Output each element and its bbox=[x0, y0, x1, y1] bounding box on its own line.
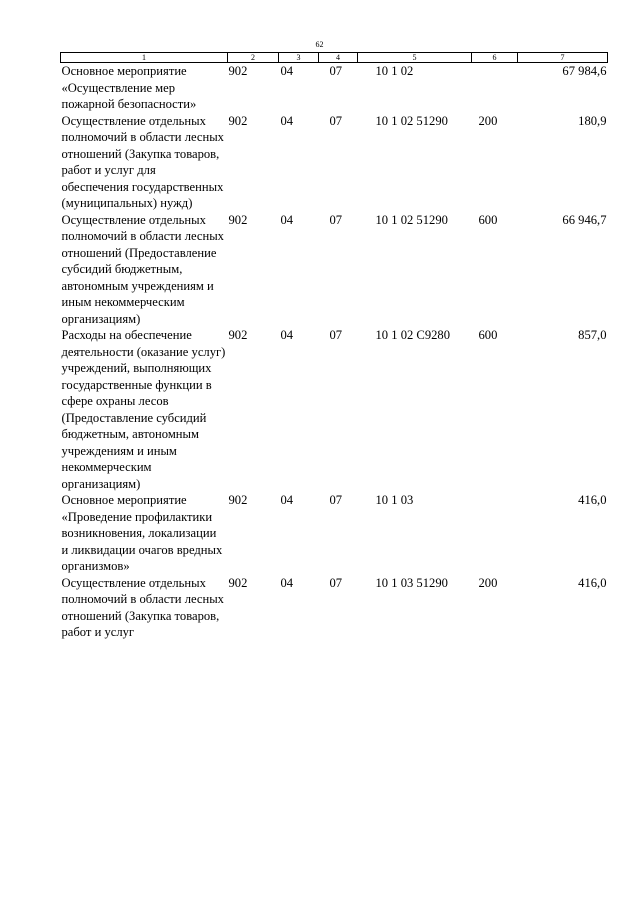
code-target-article: 10 1 03 51290 bbox=[375, 575, 448, 590]
table-row bbox=[61, 63, 608, 113]
code-ministry: 902 bbox=[228, 328, 248, 342]
amount: 180,9 bbox=[578, 113, 607, 128]
code-ministry: 902 bbox=[228, 113, 248, 128]
column-header: 6 bbox=[472, 53, 518, 63]
code-subsection: 07 bbox=[329, 113, 343, 128]
code-expense-type bbox=[472, 492, 518, 575]
item-name: Осуществление отдельных полномочий в области лесных отношений (Предоставление субсидий бюджетным, автономным учреждениям и иным некоммерческим организациям) bbox=[61, 212, 224, 326]
code-ministry: 902 bbox=[228, 212, 248, 227]
amount: 66 946,7 bbox=[562, 212, 607, 227]
code-section: 04 bbox=[280, 493, 294, 507]
code-expense-type bbox=[472, 63, 518, 113]
table-row bbox=[61, 113, 608, 212]
code-subsection: 07 bbox=[329, 212, 343, 227]
amount: 857,0 bbox=[578, 328, 607, 342]
item-name: Осуществление отдельных полномочий в области лесных отношений (Закупка товаров, работ и услуг bbox=[61, 575, 224, 639]
table-row bbox=[61, 575, 608, 641]
code-ministry: 902 bbox=[228, 493, 248, 507]
header-row bbox=[61, 53, 608, 63]
code-ministry: 902 bbox=[228, 575, 248, 590]
column-header: 7 bbox=[518, 53, 608, 63]
table-row bbox=[61, 212, 608, 328]
code-target-article: 10 1 02 bbox=[375, 64, 414, 78]
code-subsection: 07 bbox=[329, 575, 343, 590]
code-section: 04 bbox=[280, 575, 294, 590]
item-name: Расходы на обеспечение деятельности (оказание услуг) учреждений, выполняющих государственные функции в сфере охраны лесов (Предоставление субсидий бюджетным, автономным учреждениям и иным некоммерческим организациям) bbox=[61, 328, 226, 491]
table-row bbox=[61, 327, 608, 492]
code-section: 04 bbox=[280, 113, 294, 128]
code-target-article: 10 1 03 bbox=[375, 493, 414, 507]
amount: 416,0 bbox=[578, 493, 607, 507]
code-expense-type: 200 bbox=[478, 575, 498, 590]
code-expense-type: 600 bbox=[478, 328, 498, 342]
code-subsection: 07 bbox=[329, 493, 343, 507]
budget-table bbox=[60, 52, 608, 641]
item-name: Основное мероприятие «Осуществление мер пожарной безопасности» bbox=[61, 64, 197, 111]
code-subsection: 07 bbox=[329, 64, 343, 78]
column-header: 5 bbox=[358, 53, 472, 63]
column-header: 1 bbox=[61, 53, 228, 63]
page-number: 62 bbox=[315, 40, 324, 49]
amount: 416,0 bbox=[578, 575, 607, 590]
code-section: 04 bbox=[280, 328, 294, 342]
table-row bbox=[61, 492, 608, 575]
column-header: 3 bbox=[279, 53, 319, 63]
amount: 67 984,6 bbox=[562, 64, 607, 78]
code-ministry: 902 bbox=[228, 64, 248, 78]
code-target-article: 10 1 02 51290 bbox=[375, 212, 448, 227]
item-name: Основное мероприятие «Проведение профилактики возникновения, локализации и ликвидации очагов вредных организмов» bbox=[61, 493, 223, 573]
code-target-article: 10 1 02 51290 bbox=[375, 113, 448, 128]
code-section: 04 bbox=[280, 64, 294, 78]
column-header: 4 bbox=[319, 53, 358, 63]
code-target-article: 10 1 02 С9280 bbox=[375, 328, 451, 342]
item-name: Осуществление отдельных полномочий в области лесных отношений (Закупка товаров, работ и услуг для обеспечения государственных (муниципальных) нужд) bbox=[61, 113, 224, 210]
column-header: 2 bbox=[228, 53, 279, 63]
code-expense-type: 600 bbox=[478, 212, 498, 227]
code-expense-type: 200 bbox=[478, 113, 498, 128]
code-subsection: 07 bbox=[329, 328, 343, 342]
code-section: 04 bbox=[280, 212, 294, 227]
